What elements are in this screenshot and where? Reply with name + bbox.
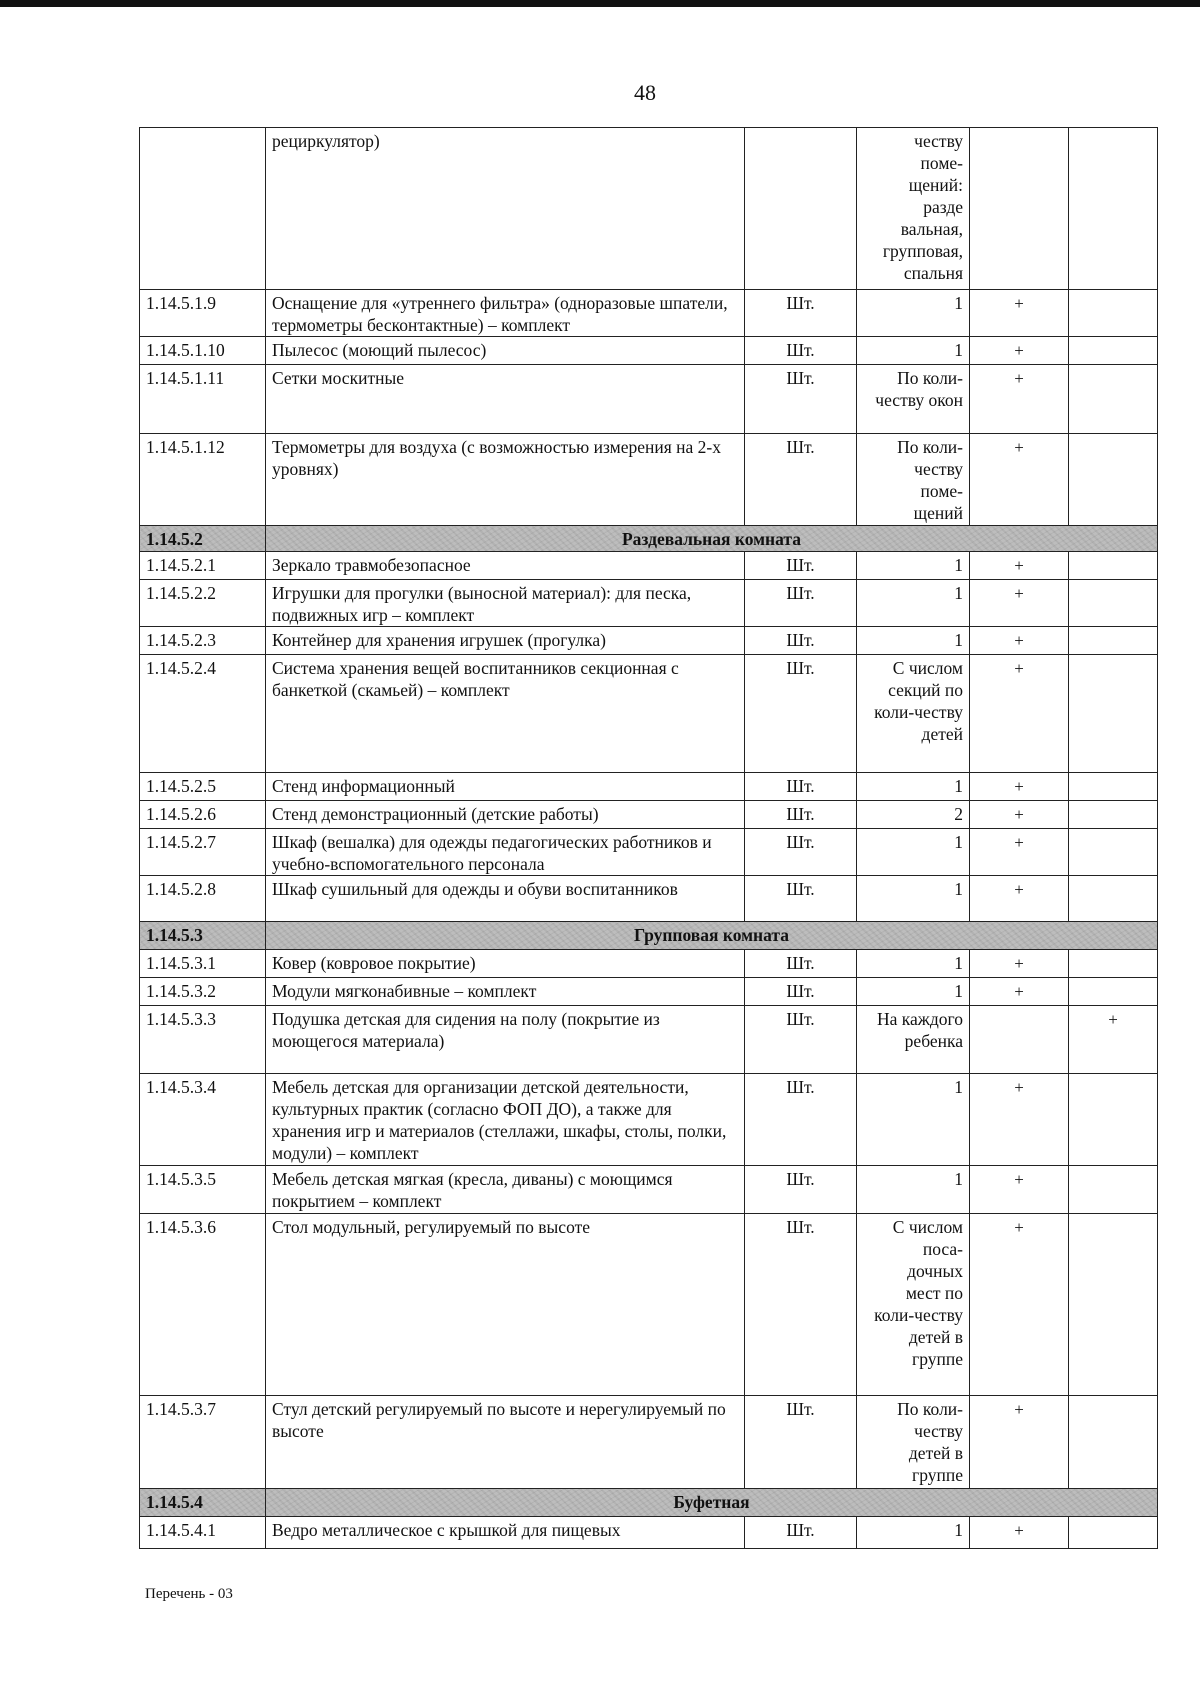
mark-column-6 (1069, 829, 1158, 876)
plus-mark: + (1014, 659, 1024, 678)
mark-column-5 (970, 1396, 1069, 1489)
mark-column-5 (970, 128, 1069, 290)
mark-column-5 (970, 627, 1069, 655)
table-row (140, 655, 1158, 773)
table-row (140, 1166, 1158, 1214)
mark-column-5 (970, 337, 1069, 365)
mark-column-5 (970, 773, 1069, 801)
footer-label: Перечень - 03 (145, 1586, 233, 1602)
item-name: Модули мягконабивные – комплект (266, 978, 745, 1006)
equipment-table (139, 127, 1158, 1549)
section-code: 1.14.5.3 (140, 922, 266, 950)
plus-mark: + (1014, 954, 1024, 973)
table-row (140, 876, 1158, 922)
mark-column-6 (1069, 580, 1158, 627)
mark-column-6 (1069, 1214, 1158, 1396)
item-code (140, 128, 266, 290)
item-unit: Шт. (745, 1214, 857, 1396)
table-row (140, 950, 1158, 978)
item-code: 1.14.5.3.2 (140, 978, 266, 1006)
item-name: Ведро металлическое с крышкой для пищевых (266, 1517, 745, 1549)
item-name: Оснащение для «утреннего фильтра» (одноразовые шпатели, термометры бесконтактные) – комплект (266, 290, 745, 337)
item-name: Термометры для воздуха (с возможностью измерения на 2-х уровнях) (266, 434, 745, 526)
mark-column-5 (970, 978, 1069, 1006)
item-unit: Шт. (745, 801, 857, 829)
quantity-text: 1 (954, 776, 963, 796)
item-unit: Шт. (745, 829, 857, 876)
mark-column-6 (1069, 552, 1158, 580)
mark-column-5 (970, 580, 1069, 627)
item-code: 1.14.5.2.4 (140, 655, 266, 773)
item-quantity (857, 434, 970, 526)
item-unit: Шт. (745, 655, 857, 773)
mark-column-6 (1069, 1166, 1158, 1214)
item-name: Подушка детская для сидения на полу (покрытие из моющегося материала) (266, 1006, 745, 1074)
item-name: Игрушки для прогулки (выносной материал): для песка, подвижных игр – комплект (266, 580, 745, 627)
item-name: Шкаф сушильный для одежды и обуви воспитанников (266, 876, 745, 922)
table-row (140, 434, 1158, 526)
item-unit: Шт. (745, 773, 857, 801)
mark-column-5 (970, 552, 1069, 580)
item-quantity (857, 1006, 970, 1074)
item-name: Стол модульный, регулируемый по высоте (266, 1214, 745, 1396)
quantity-text: 1 (954, 630, 963, 650)
item-unit (745, 128, 857, 290)
item-name: Контейнер для хранения игрушек (прогулка) (266, 627, 745, 655)
plus-mark: + (1014, 369, 1024, 388)
table-row (140, 801, 1158, 829)
quantity-text: 1 (954, 583, 963, 603)
mark-column-5 (970, 1517, 1069, 1549)
mark-column-6 (1069, 655, 1158, 773)
quantity-text: 1 (954, 1077, 963, 1097)
plus-mark: + (1108, 1010, 1118, 1029)
mark-column-5 (970, 876, 1069, 922)
mark-column-5 (970, 434, 1069, 526)
item-unit: Шт. (745, 365, 857, 434)
section-row (140, 526, 1158, 552)
mark-column-5 (970, 655, 1069, 773)
plus-mark: + (1014, 805, 1024, 824)
mark-column-6 (1069, 128, 1158, 290)
item-code: 1.14.5.1.11 (140, 365, 266, 434)
scan-top-border (0, 0, 1200, 7)
quantity-text: 1 (954, 953, 963, 973)
item-code: 1.14.5.1.12 (140, 434, 266, 526)
quantity-text: 2 (954, 804, 963, 824)
item-code: 1.14.5.3.1 (140, 950, 266, 978)
table-row (140, 1074, 1158, 1166)
item-unit: Шт. (745, 1006, 857, 1074)
quantity-text: честву поме-щений: разде вальная, групповая, спальня (882, 131, 963, 283)
mark-column-6 (1069, 1396, 1158, 1489)
section-title: Буфетная (266, 1489, 1158, 1517)
section-code: 1.14.5.4 (140, 1489, 266, 1517)
table-row (140, 580, 1158, 627)
item-code: 1.14.5.3.5 (140, 1166, 266, 1214)
mark-column-6 (1069, 978, 1158, 1006)
item-name: Стенд демонстрационный (детские работы) (266, 801, 745, 829)
plus-mark: + (1014, 1078, 1024, 1097)
item-code: 1.14.5.4.1 (140, 1517, 266, 1549)
item-code: 1.14.5.2.6 (140, 801, 266, 829)
plus-mark: + (1014, 631, 1024, 650)
mark-column-6 (1069, 1006, 1158, 1074)
plus-mark: + (1014, 1170, 1024, 1189)
table-row (140, 337, 1158, 365)
quantity-text: 1 (954, 879, 963, 899)
table-row (140, 978, 1158, 1006)
mark-column-5 (970, 1074, 1069, 1166)
item-unit: Шт. (745, 950, 857, 978)
item-quantity (857, 773, 970, 801)
table-row (140, 290, 1158, 337)
section-row (140, 1489, 1158, 1517)
item-unit: Шт. (745, 1396, 857, 1489)
plus-mark: + (1014, 982, 1024, 1001)
plus-mark: + (1014, 1400, 1024, 1419)
plus-mark: + (1014, 341, 1024, 360)
mark-column-5 (970, 801, 1069, 829)
item-quantity (857, 1517, 970, 1549)
mark-column-6 (1069, 627, 1158, 655)
item-unit: Шт. (745, 1517, 857, 1549)
item-unit: Шт. (745, 337, 857, 365)
table-row (140, 1517, 1158, 1549)
item-quantity (857, 829, 970, 876)
item-code: 1.14.5.3.7 (140, 1396, 266, 1489)
item-code: 1.14.5.1.10 (140, 337, 266, 365)
item-code: 1.14.5.3.3 (140, 1006, 266, 1074)
item-code: 1.14.5.1.9 (140, 290, 266, 337)
item-unit: Шт. (745, 1166, 857, 1214)
quantity-text: 1 (954, 832, 963, 852)
quantity-text: 1 (954, 340, 963, 360)
section-row (140, 922, 1158, 950)
item-quantity (857, 978, 970, 1006)
mark-column-5 (970, 829, 1069, 876)
table-row (140, 773, 1158, 801)
item-code: 1.14.5.2.1 (140, 552, 266, 580)
table-body (140, 128, 1158, 1549)
section-title: Групповая комната (266, 922, 1158, 950)
mark-column-6 (1069, 950, 1158, 978)
item-quantity (857, 128, 970, 290)
item-quantity (857, 1214, 970, 1396)
mark-column-6 (1069, 801, 1158, 829)
table-row (140, 365, 1158, 434)
item-quantity (857, 337, 970, 365)
mark-column-5 (970, 1006, 1069, 1074)
item-quantity (857, 1396, 970, 1489)
quantity-text: На каждого ребенка (876, 1009, 963, 1051)
plus-mark: + (1014, 584, 1024, 603)
quantity-text: 1 (954, 555, 963, 575)
item-code: 1.14.5.3.4 (140, 1074, 266, 1166)
plus-mark: + (1014, 1218, 1024, 1237)
item-quantity (857, 655, 970, 773)
plus-mark: + (1014, 833, 1024, 852)
quantity-text: По коли-честву детей в группе (897, 1399, 963, 1485)
mark-column-6 (1069, 1074, 1158, 1166)
item-name: Пылесос (моющий пылесос) (266, 337, 745, 365)
quantity-text: По коли-честву окон (875, 368, 963, 410)
plus-mark: + (1014, 438, 1024, 457)
item-code: 1.14.5.3.6 (140, 1214, 266, 1396)
item-quantity (857, 290, 970, 337)
section-title: Раздевальная комната (266, 526, 1158, 552)
item-code: 1.14.5.2.8 (140, 876, 266, 922)
mark-column-6 (1069, 337, 1158, 365)
quantity-text: С числом поса-дочных мест по коли-честву детей в группе (874, 1217, 963, 1369)
quantity-text: 1 (954, 293, 963, 313)
item-code: 1.14.5.2.7 (140, 829, 266, 876)
item-name: Мебель детская мягкая (кресла, диваны) с моющимся покрытием – комплект (266, 1166, 745, 1214)
table-row (140, 1214, 1158, 1396)
plus-mark: + (1014, 1521, 1024, 1540)
mark-column-5 (970, 950, 1069, 978)
mark-column-5 (970, 1214, 1069, 1396)
item-quantity (857, 801, 970, 829)
item-unit: Шт. (745, 552, 857, 580)
plus-mark: + (1014, 777, 1024, 796)
item-name: Сетки москитные (266, 365, 745, 434)
section-code: 1.14.5.2 (140, 526, 266, 552)
item-code: 1.14.5.2.3 (140, 627, 266, 655)
table-row (140, 552, 1158, 580)
item-name: Ковер (ковровое покрытие) (266, 950, 745, 978)
item-quantity (857, 1166, 970, 1214)
plus-mark: + (1014, 556, 1024, 575)
item-name: Мебель детская для организации детской деятельности, культурных практик (согласно ФОП ДО), а также для хранения игр и материалов (стеллажи, шкафы, столы, полки, модули) – комплект (266, 1074, 745, 1166)
item-quantity (857, 627, 970, 655)
item-quantity (857, 365, 970, 434)
item-quantity (857, 580, 970, 627)
mark-column-5 (970, 290, 1069, 337)
mark-column-6 (1069, 365, 1158, 434)
item-unit: Шт. (745, 627, 857, 655)
plus-mark: + (1014, 880, 1024, 899)
mark-column-6 (1069, 434, 1158, 526)
item-code: 1.14.5.2.5 (140, 773, 266, 801)
table-row (140, 829, 1158, 876)
item-quantity (857, 552, 970, 580)
item-quantity (857, 950, 970, 978)
mark-column-5 (970, 1166, 1069, 1214)
mark-column-6 (1069, 773, 1158, 801)
mark-column-6 (1069, 1517, 1158, 1549)
plus-mark: + (1014, 294, 1024, 313)
item-unit: Шт. (745, 290, 857, 337)
item-unit: Шт. (745, 876, 857, 922)
item-code: 1.14.5.2.2 (140, 580, 266, 627)
item-unit: Шт. (745, 978, 857, 1006)
item-unit: Шт. (745, 1074, 857, 1166)
item-unit: Шт. (745, 580, 857, 627)
item-unit: Шт. (745, 434, 857, 526)
table-row (140, 627, 1158, 655)
mark-column-6 (1069, 290, 1158, 337)
item-quantity (857, 876, 970, 922)
quantity-text: 1 (954, 981, 963, 1001)
quantity-text: 1 (954, 1520, 963, 1540)
item-quantity (857, 1074, 970, 1166)
mark-column-6 (1069, 876, 1158, 922)
quantity-text: С числом секций по коли-честву детей (874, 658, 963, 744)
mark-column-5 (970, 365, 1069, 434)
item-name: рециркулятор) (266, 128, 745, 290)
table-row (140, 1396, 1158, 1489)
table-row (140, 1006, 1158, 1074)
quantity-text: По коли-честву поме-щений (897, 437, 963, 523)
page-number: 48 (634, 80, 656, 105)
item-name: Стенд информационный (266, 773, 745, 801)
item-name: Стул детский регулируемый по высоте и нерегулируемый по высоте (266, 1396, 745, 1489)
item-name: Шкаф (вешалка) для одежды педагогических работников и учебно-вспомогательного персонала (266, 829, 745, 876)
quantity-text: 1 (954, 1169, 963, 1189)
table-row (140, 128, 1158, 290)
item-name: Зеркало травмобезопасное (266, 552, 745, 580)
item-name: Система хранения вещей воспитанников секционная с банкеткой (скамьей) – комплект (266, 655, 745, 773)
